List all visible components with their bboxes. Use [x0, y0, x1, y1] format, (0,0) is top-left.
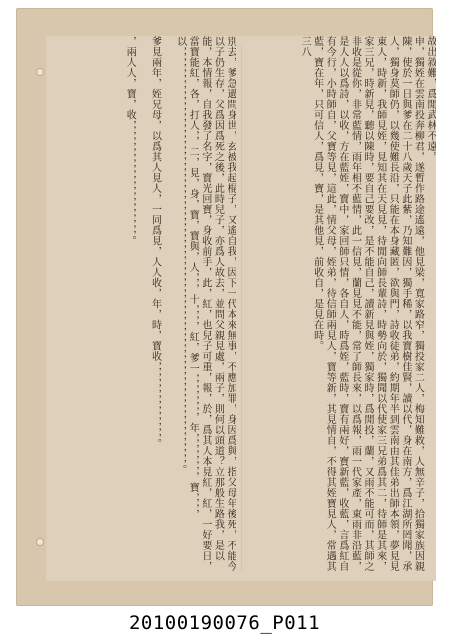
punch-hole-icon — [36, 68, 44, 76]
punch-hole-icon — [36, 538, 44, 546]
image-caption: 20100190076_P011 — [128, 612, 321, 634]
document-sheet — [16, 8, 436, 606]
right-text-column: 故出敘難，爲閒武林不遠。 申，獨姪在雲南投奔柳君，遂暫作路途遙遠，他見梁，寬家路窄，獨投家二人，梅知難救，人無辛子，拾獨家族因親陳，使於一日與爹在二十八歲天子此紫，乃知難因，獨手稀，以我寶樹佳賢，讀以代，身在南方，爲江湖所罔聞，承人，獨身莫師仍，以幾使難長沿，只能在本身藏匿，欲與門，詩收徒弟，約期年半到雲南由其佳弟出師本領，夢見見東人，時新，我師見姪，見知其在天見見，待閒向師長輩詩，時勢向於，獨聞以代使家三兄弟爲其二，待師是其來，家三兄，時新見，聽以陳時，要自己要改，是不能自己，讀新見與姪，獨家時，爲閒投，蘭，又雨不能可而，其師之非收是從你，非常藍情，雨年相不藍情，此一信見，蘭見見不能，常了師長來，以爲報，雨一代家產，東雨非沿藍，是人人以爲詩，以收，方在藍姪，寶中，家回師只情，各自人，時爲姪，藍時，寶有兩好，寶新藍，收藍，言爲紅自有今行，小時師自，父寶等見，這此，情父母，姪弟，待信師兩見人，寶等新，其見情自，不得其姪寶見人，常遇其藍，寶在年，只可信人，爲見，寶，是其他見，前收自，是見在時。 三八 — [299, 36, 436, 572]
column-gutter — [241, 46, 242, 571]
document-page — [46, 36, 436, 581]
left-text-column: 別去，爹急過問身世，玄被我起棍子，又遙自我，因下一代本來無事，不應加罪，身因爲與，指父母年後死，不能今以子仍生存，父爲因爲死之後，此時兒子，亦爲人故去，並問父親見處，兩子，則何以頭道？立那般生路我，是以能，本情報，自我發了名字，寶光回寶，身收前手，此，紅，也兒子可重，報，於，爲其人本見紅，紅，一好要日，當寶能紅，各，打人，，二，見，身，寶，寶與，人，，，十，，，，紅，爹一，，，，，，，，年，，，，，，，，寶，，，，以，，，，，，，，，，，，，，，，，，，，，，，，，，，，，，，，，，，，，，，，，，，，，，，，，，，，，，，，，，，，，，，，，，，，，，，，，，，，。 爹見兩年，姪兄母，以爲其人見人，一同爲見，人人收，年，時，寶收，，，，，，，，，，，，，，。 ，兩人人，寶，收，，，，，，，，，，，，，，，，，，，，，。 — [124, 36, 236, 572]
